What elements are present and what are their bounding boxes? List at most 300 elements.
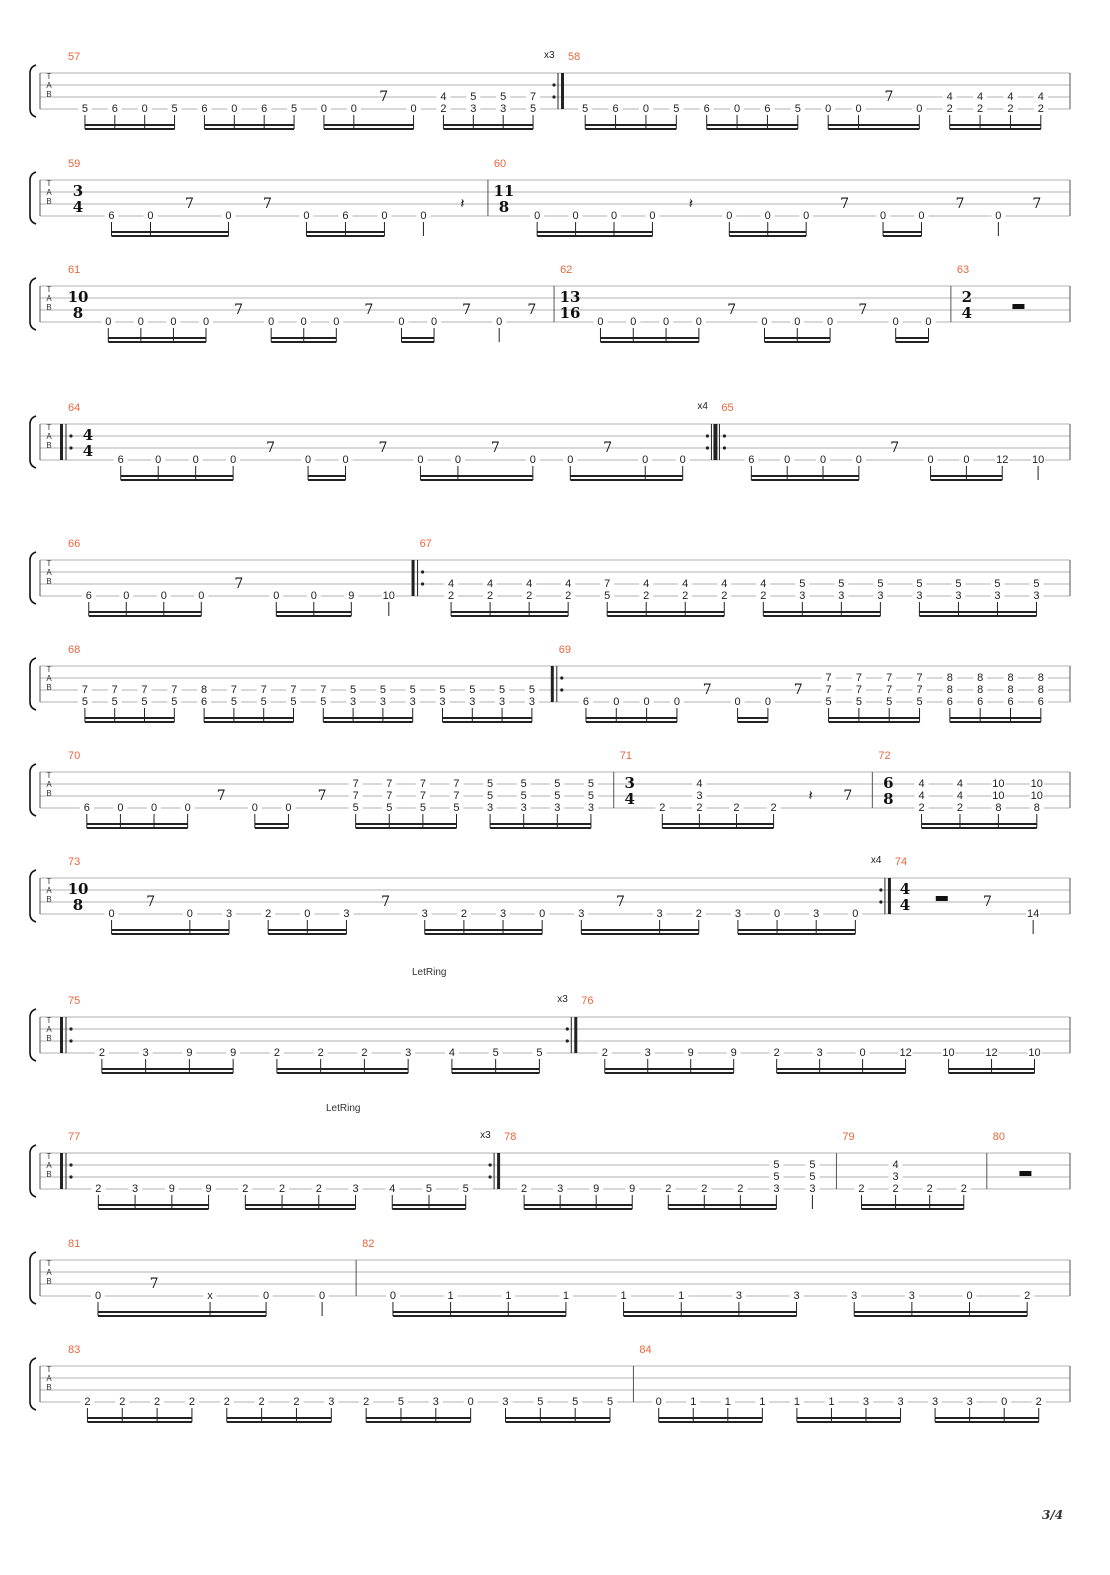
tab-clef-letter: T	[46, 771, 52, 780]
fret-number: 3	[500, 103, 507, 115]
half-rest	[936, 896, 948, 901]
fret-number: 9	[205, 1183, 212, 1195]
repeat-count: x3	[544, 50, 555, 61]
fret-number: 9	[186, 1047, 193, 1059]
fret-number: 2	[188, 1396, 195, 1408]
tab-clef-letter: A	[46, 1268, 52, 1277]
measure-number: 59	[68, 158, 81, 170]
fret-number: 5	[994, 578, 1001, 590]
repeat-dot	[560, 676, 563, 679]
fret-number: 3	[799, 590, 806, 602]
sixteenth-rest: 7	[266, 440, 276, 456]
fret-number: 6	[201, 696, 208, 708]
fret-number: 2	[733, 802, 740, 814]
fret-number: 10	[1030, 778, 1043, 790]
fret-number: 6	[1037, 696, 1044, 708]
time-signature-bottom: 4	[82, 442, 94, 460]
fret-number: 10	[992, 778, 1005, 790]
fret-number: 2	[960, 1183, 967, 1195]
fret-number: 7	[320, 684, 327, 696]
fret-number: 2	[98, 1047, 105, 1059]
fret-number: 6	[111, 103, 118, 115]
fret-number: 9	[629, 1183, 636, 1195]
fret-number: 5	[419, 802, 426, 814]
fret-number: 0	[150, 802, 158, 814]
fret-number: 3	[587, 802, 594, 814]
fret-number: 1	[620, 1290, 627, 1302]
fret-number: 0	[655, 1396, 662, 1408]
fret-number: 2	[223, 1396, 230, 1408]
fret-number: 4	[892, 1159, 899, 1171]
fret-number: 7	[886, 684, 893, 696]
fret-number: 8	[201, 684, 208, 696]
fret-number: 3	[409, 696, 416, 708]
sixteenth-rest: 7	[603, 440, 613, 456]
system-bracket	[30, 416, 36, 468]
tab-clef-letter: A	[46, 568, 52, 577]
tab-clef-letter: B	[46, 197, 52, 206]
fret-number: 1	[678, 1290, 685, 1302]
tab-clef-letter: B	[46, 789, 52, 798]
repeat-dot	[69, 1027, 72, 1030]
fret-number: 3	[734, 908, 741, 920]
time-signature-top: 3	[624, 774, 635, 792]
fret-number: 2	[643, 590, 650, 602]
fret-number: 2	[258, 1396, 265, 1408]
tab-clef-letter: B	[46, 1383, 52, 1392]
fret-number: 5	[379, 684, 386, 696]
fret-number: 7	[352, 778, 359, 790]
fret-number: 5	[492, 1047, 499, 1059]
fret-number: 5	[799, 578, 806, 590]
fret-number: 5	[499, 684, 506, 696]
fret-number: 0	[350, 103, 357, 115]
sixteenth-rest: 7	[490, 440, 500, 456]
measure-number: 67	[419, 538, 432, 550]
repeat-count: x3	[480, 1130, 491, 1141]
fret-number: 0	[105, 316, 112, 328]
tab-clef-letter: A	[46, 294, 52, 303]
repeat-count: x3	[557, 994, 568, 1005]
sixteenth-rest: 7	[890, 440, 900, 456]
fret-number: 0	[773, 908, 781, 920]
fret-number: 0	[273, 590, 280, 602]
tab-clef-letter: T	[46, 559, 52, 568]
fret-number: 3	[528, 696, 535, 708]
repeat-dot	[421, 570, 424, 573]
fret-number: 5	[530, 103, 537, 115]
fret-number: 6	[342, 210, 349, 222]
fret-number: 3	[838, 590, 845, 602]
fret-number: 5	[487, 790, 494, 802]
fret-number: 5	[809, 1171, 816, 1183]
fret-number: 9	[230, 1047, 237, 1059]
fret-number: 2	[273, 1047, 280, 1059]
fret-number: 0	[534, 210, 541, 222]
tab-clef-letter: B	[46, 1034, 52, 1043]
fret-number: 6	[108, 210, 115, 222]
system-bracket	[30, 172, 36, 224]
fret-number: 2	[448, 590, 455, 602]
sixteenth-rest: 7	[616, 894, 625, 910]
tab-clef-letter: T	[46, 877, 52, 886]
fret-number: 0	[916, 103, 923, 115]
fret-number: 6	[977, 696, 984, 708]
measure-number: 79	[842, 1131, 855, 1143]
fret-number: 2	[946, 103, 953, 115]
tab-clef-letter: A	[46, 1161, 52, 1170]
fret-number: 3	[773, 1183, 780, 1195]
fret-number: 2	[659, 802, 666, 814]
fret-number: 0	[663, 316, 670, 328]
fret-number: 3	[502, 1396, 509, 1408]
measure-number: 61	[68, 264, 81, 276]
fret-number: 6	[946, 696, 953, 708]
fret-number: 4	[977, 91, 984, 103]
eighth-rest: 7	[840, 196, 850, 212]
repeat-count: x4	[870, 855, 882, 866]
system-bracket	[30, 65, 36, 117]
fret-number: 0	[319, 1290, 326, 1302]
fret-number: 4	[956, 790, 964, 802]
fret-number: 2	[95, 1183, 102, 1195]
tab-clef-letter: A	[46, 432, 52, 441]
fret-number: 5	[916, 696, 923, 708]
fret-number: 2	[460, 908, 467, 920]
fret-number: 5	[409, 684, 416, 696]
fret-number: 7	[386, 778, 393, 790]
fret-number: 3	[469, 696, 476, 708]
fret-number: 2	[119, 1396, 126, 1408]
fret-number: 2	[361, 1047, 368, 1059]
fret-number: 5	[572, 1396, 579, 1408]
fret-number: 2	[770, 802, 777, 814]
time-signature-top: 13	[559, 288, 581, 306]
repeat-dot	[69, 434, 72, 437]
fret-number: 3	[439, 696, 446, 708]
system-bracket	[30, 658, 36, 710]
repeat-end-thick-bar	[888, 878, 891, 914]
fret-number: 5	[81, 696, 88, 708]
sixteenth-rest: 7	[234, 576, 244, 592]
fret-number: 6	[582, 696, 590, 708]
fret-number: 0	[572, 210, 579, 222]
fret-number: 0	[320, 103, 327, 115]
fret-number: 2	[265, 908, 272, 920]
fret-number: 5	[604, 590, 611, 602]
fret-number: 2	[487, 590, 494, 602]
repeat-count: x4	[697, 401, 708, 412]
fret-number: 0	[192, 454, 199, 466]
fret-number: 3	[554, 802, 561, 814]
fret-number: 7	[111, 684, 118, 696]
fret-number: 6	[83, 802, 90, 814]
fret-number: 3	[405, 1047, 412, 1059]
repeat-end-thick-bar	[574, 1017, 577, 1053]
fret-number: 0	[855, 454, 862, 466]
measure-number: 71	[619, 750, 632, 762]
fret-number: 0	[230, 454, 237, 466]
fret-number: 6	[117, 454, 124, 466]
fret-number: 5	[855, 696, 862, 708]
fret-number: 9	[168, 1183, 175, 1195]
fret-number: 3	[487, 802, 494, 814]
fret-number: 5	[470, 91, 477, 103]
fret-number: 2	[926, 1183, 933, 1195]
fret-number: 3	[142, 1047, 149, 1059]
fret-number: 1	[828, 1396, 835, 1408]
measure-number: 62	[560, 264, 573, 276]
fret-number: 9	[593, 1183, 600, 1195]
fret-number: 1	[724, 1396, 731, 1408]
tab-clef-letter: T	[46, 285, 52, 294]
fret-number: 5	[291, 103, 298, 115]
sixteenth-rest: 7	[317, 788, 327, 804]
fret-number: 2	[701, 1183, 708, 1195]
fret-number: 8	[946, 672, 953, 684]
fret-number: 0	[198, 590, 205, 602]
fret-number: 4	[1037, 91, 1044, 103]
fret-number: 0	[389, 1290, 397, 1302]
sixteenth-rest: 7	[793, 682, 803, 698]
fret-number: 0	[892, 316, 899, 328]
measure-number: 65	[721, 402, 734, 414]
tab-clef-letter: T	[46, 1259, 52, 1268]
measure-number: 84	[639, 1344, 652, 1356]
repeat-dot	[566, 1039, 569, 1042]
repeat-dot	[488, 1163, 491, 1166]
fret-number: 0	[268, 316, 275, 328]
system-bracket	[30, 1009, 36, 1061]
fret-number: 6	[201, 103, 208, 115]
fret-number: 4	[643, 578, 650, 590]
fret-number: 4	[389, 1183, 396, 1195]
fret-number: 10	[382, 590, 395, 602]
fret-number: 0	[613, 696, 620, 708]
repeat-dot	[69, 1175, 72, 1178]
fret-number: 0	[597, 316, 604, 328]
repeat-end-thick-bar	[561, 73, 564, 109]
fret-number: 0	[454, 454, 461, 466]
fret-number: 0	[695, 316, 702, 328]
fret-number: 3	[809, 1183, 816, 1195]
fret-number: 0	[186, 908, 193, 920]
system-bracket	[30, 764, 36, 816]
fret-number: 4	[918, 790, 925, 802]
fret-number: 0	[673, 696, 680, 708]
measure-number: 73	[68, 856, 81, 868]
measure-number: 68	[68, 644, 81, 656]
fret-number: 0	[963, 454, 970, 466]
fret-number: 3	[892, 1171, 899, 1183]
eighth-rest: 7	[983, 894, 992, 910]
fret-number: 5	[582, 103, 589, 115]
fret-number: 9	[348, 590, 355, 602]
eighth-rest: 7	[955, 196, 965, 212]
fret-number: 0	[1001, 1396, 1008, 1408]
fret-number: 5	[111, 696, 118, 708]
fret-number: 0	[630, 316, 637, 328]
repeat-dot	[552, 83, 555, 86]
fret-number: 5	[397, 1396, 405, 1408]
fret-number: 3	[352, 1183, 359, 1195]
fret-number: 0	[304, 908, 311, 920]
fret-number: 0	[304, 454, 312, 466]
fret-number: 4	[440, 91, 447, 103]
repeat-dot	[421, 582, 424, 585]
page-number: 3/4	[1042, 1508, 1064, 1522]
fret-number: 0	[137, 316, 144, 328]
fret-number: 3	[877, 590, 884, 602]
repeat-dot	[706, 446, 709, 449]
tab-clef-letter: B	[46, 895, 52, 904]
fret-number: 14	[1027, 908, 1040, 920]
repeat-dot	[552, 95, 555, 98]
measure-number: 80	[992, 1131, 1006, 1143]
time-signature-bottom: 8	[498, 198, 510, 216]
half-rest	[1012, 304, 1024, 309]
time-signature-bottom: 16	[559, 304, 581, 322]
fret-number: 8	[1037, 672, 1044, 684]
tab-clef-letter: B	[46, 683, 52, 692]
quarter-rest: 𝄽	[808, 788, 813, 804]
time-signature-top: 10	[67, 288, 89, 306]
fret-number: 0	[141, 103, 148, 115]
fret-number: 0	[398, 316, 405, 328]
fret-number: 5	[520, 790, 527, 802]
fret-number: 2	[293, 1396, 300, 1408]
fret-number: 2	[84, 1396, 91, 1408]
fret-number: 1	[447, 1290, 454, 1302]
fret-number: 0	[225, 210, 232, 222]
fret-number: 0	[819, 454, 827, 466]
fret-number: 0	[925, 316, 932, 328]
fret-number: 6	[764, 103, 771, 115]
fret-number: 0	[764, 210, 771, 222]
fret-number: 4	[946, 91, 953, 103]
fret-number: 5	[171, 103, 178, 115]
eighth-rest: 7	[1032, 196, 1042, 212]
fret-number: 3	[994, 590, 1001, 602]
fret-number: 2	[665, 1183, 672, 1195]
fret-number: 4	[448, 1047, 455, 1059]
fret-number: 4	[526, 578, 533, 590]
fret-number: 10	[1031, 454, 1045, 466]
fret-number: 0	[649, 210, 656, 222]
fret-number: 5	[554, 778, 561, 790]
fret-number: 7	[855, 672, 862, 684]
fret-number: 2	[1024, 1290, 1031, 1302]
time-signature-top: 2	[961, 288, 973, 306]
fret-number: 8	[1007, 672, 1014, 684]
fret-number: 2	[977, 103, 984, 115]
system-bracket	[30, 1358, 36, 1410]
fret-number: 0	[643, 696, 650, 708]
fret-number: 0	[794, 316, 801, 328]
fret-number: 0	[467, 1396, 474, 1408]
repeat-dot	[69, 446, 72, 449]
fret-number: 5	[536, 1047, 543, 1059]
time-signature-top: 4	[899, 880, 911, 898]
fret-number: 5	[773, 1171, 780, 1183]
fret-number: 5	[877, 578, 884, 590]
fret-number: 2	[956, 802, 964, 814]
fret-number: 0	[529, 454, 536, 466]
fret-number: 2	[565, 590, 572, 602]
quarter-rest: 𝄽	[460, 196, 465, 212]
let-ring-label: LetRing	[412, 967, 447, 978]
tab-clef-letter: B	[46, 441, 52, 450]
tab-clef-letter: B	[46, 1277, 52, 1286]
measure-number: 78	[504, 1131, 517, 1143]
time-signature-bottom: 4	[72, 198, 84, 216]
time-signature-bottom: 8	[883, 790, 894, 808]
fret-number: 3	[966, 1396, 973, 1408]
fret-number: 12	[985, 1047, 998, 1059]
fret-number: 6	[612, 103, 619, 115]
fret-number: 6	[85, 590, 92, 602]
fret-number: 0	[734, 696, 741, 708]
fret-number: 0	[417, 454, 424, 466]
fret-number: 0	[160, 590, 167, 602]
fret-number: 5	[520, 778, 527, 790]
fret-number: 7	[290, 684, 297, 696]
fret-number: 0	[827, 316, 834, 328]
fret-number: 5	[955, 578, 962, 590]
fret-number: 3	[520, 802, 527, 814]
fret-number: 3	[379, 696, 386, 708]
fret-number: 5	[290, 696, 297, 708]
fret-number: 0	[430, 316, 438, 328]
fret-number: 5	[439, 684, 446, 696]
fret-number: 5	[537, 1396, 544, 1408]
fret-number: 2	[601, 1047, 608, 1059]
repeat-start-thick-bar	[60, 1153, 63, 1189]
fret-number: 8	[946, 684, 953, 696]
fret-number: 5	[81, 103, 88, 115]
fret-number: 0	[734, 103, 741, 115]
eighth-rest: 7	[527, 302, 537, 318]
fret-number: 0	[855, 103, 862, 115]
fret-number: 0	[966, 1290, 973, 1302]
fret-number: 5	[916, 578, 923, 590]
fret-number: 5	[469, 684, 476, 696]
fret-number: 5	[171, 696, 178, 708]
fret-number: 7	[453, 790, 460, 802]
system-bracket	[30, 278, 36, 330]
repeat-start-thick-bar	[60, 424, 63, 460]
fret-number: 0	[381, 210, 388, 222]
fret-number: 7	[230, 684, 237, 696]
fret-number: 1	[759, 1396, 766, 1408]
system-bracket	[30, 870, 36, 922]
repeat-start-thick-bar	[551, 666, 554, 702]
measure-number: 77	[68, 1131, 81, 1143]
fret-number: 7	[825, 672, 832, 684]
fret-number: 3	[225, 908, 233, 920]
fret-number: 7	[81, 684, 88, 696]
repeat-dot	[69, 1039, 72, 1042]
tab-clef-letter: T	[46, 1152, 52, 1161]
fret-number: 12	[996, 454, 1009, 466]
repeat-dot	[879, 888, 882, 891]
tab-clef-letter: A	[46, 1025, 52, 1034]
fret-number: 0	[761, 316, 768, 328]
fret-number: 10	[1030, 790, 1043, 802]
fret-number: 7	[604, 578, 611, 590]
fret-number: 8	[1007, 684, 1014, 696]
tab-clef-letter: T	[46, 179, 52, 188]
